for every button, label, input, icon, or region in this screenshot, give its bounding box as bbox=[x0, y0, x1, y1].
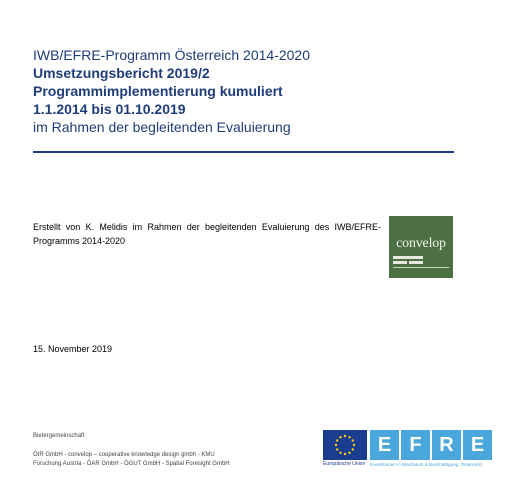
efre-letter: E bbox=[370, 430, 399, 460]
eu-star bbox=[348, 452, 350, 454]
consortium-label: Bietergemeinschaft bbox=[33, 433, 85, 439]
eu-star bbox=[344, 453, 346, 455]
eu-flag-icon bbox=[323, 430, 367, 460]
eu-star bbox=[336, 439, 338, 441]
eu-star bbox=[353, 444, 355, 446]
consortium-block bbox=[33, 432, 230, 469]
report-title: Umsetzungsbericht 2019/2 bbox=[33, 65, 210, 81]
consortium-members-line1: ÖIR GmbH - convelop – cooperative knowledge design gmbh - KMU bbox=[33, 452, 215, 458]
title-divider bbox=[33, 151, 454, 153]
eu-star bbox=[339, 452, 341, 454]
convelop-logo-mark bbox=[393, 256, 423, 259]
convelop-logo-mark-part bbox=[393, 261, 407, 264]
report-period: 1.1.2014 bis 01.10.2019 bbox=[33, 101, 186, 117]
consortium-members-line2: Forschung Austria - ÖAR GmbH - ÖGUT GmbH - Spatial Foresight GmbH bbox=[33, 461, 230, 467]
author-note: Erstellt von K. Melidis im Rahmen der begleitenden Evaluierung des IWB/EFRE-Programms 2014-2020 bbox=[33, 222, 381, 246]
report-date: 15. November 2019 bbox=[33, 344, 113, 354]
report-context: im Rahmen der begleitenden Evaluierung bbox=[33, 119, 291, 135]
efre-letter: E bbox=[463, 430, 492, 460]
efre-logo bbox=[370, 430, 492, 460]
programme-title: IWB/EFRE-Programm Österreich 2014-2020 bbox=[33, 47, 310, 63]
eu-caption: Europäische Union bbox=[323, 461, 366, 467]
title-block bbox=[33, 46, 463, 136]
convelop-logo bbox=[389, 216, 453, 278]
eu-star bbox=[348, 436, 350, 438]
efre-letter: F bbox=[401, 430, 430, 460]
convelop-logo-mark-part bbox=[409, 261, 423, 264]
efre-caption: Investitionen in Wachstum & Beschäftigung. Österreich. bbox=[370, 462, 484, 467]
convelop-logo-tagline bbox=[393, 267, 449, 268]
eu-star bbox=[335, 444, 337, 446]
eu-star bbox=[344, 435, 346, 437]
eu-star bbox=[336, 448, 338, 450]
efre-letter: R bbox=[432, 430, 461, 460]
eu-star bbox=[339, 436, 341, 438]
eu-star bbox=[352, 439, 354, 441]
eu-star bbox=[352, 448, 354, 450]
convelop-logo-text: convelop bbox=[396, 236, 446, 251]
report-subtitle: Programmimplementierung kumuliert bbox=[33, 83, 283, 99]
